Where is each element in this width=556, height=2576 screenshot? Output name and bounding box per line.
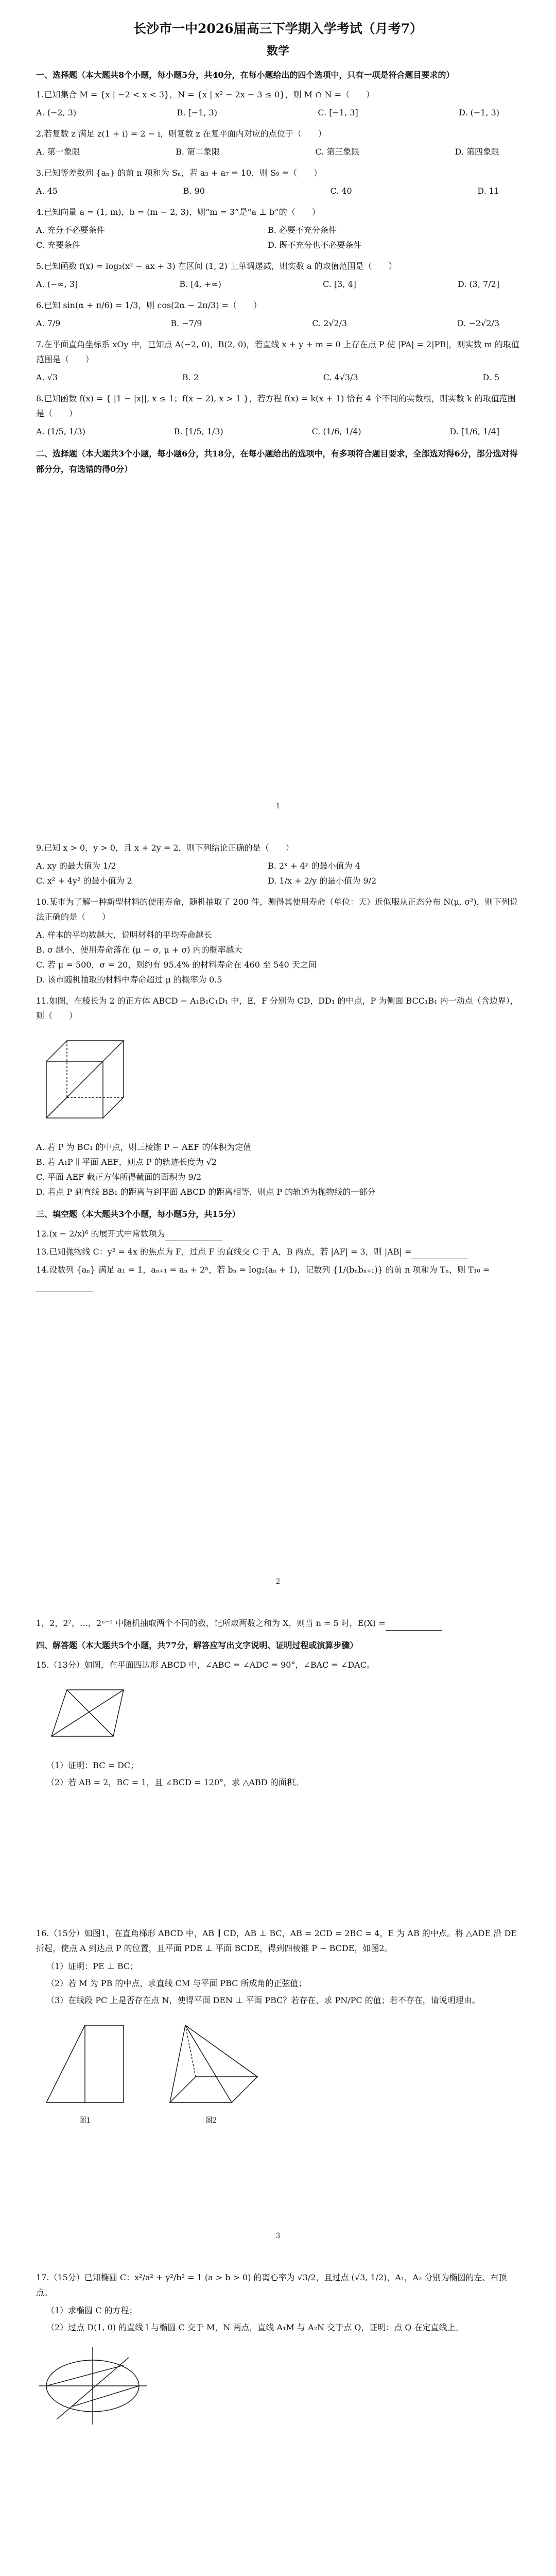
option: D. 该市随机抽取的材料中寿命超过 μ 的概率为 0.5 (36, 975, 222, 985)
question-18: 17.（15分）已知椭圆 C：x²/a² + y²/b² = 1 (a > b > 0) 的离心率为 √3/2，且过点 (√3, 1/2)，A₁，A₂ 分别为椭圆的左、右顶点。 (36, 2273, 507, 2297)
option: C. 平面 AEF 截正方体所得截面的面积为 9/2 (36, 1172, 202, 1182)
question-16-part-1: （1）证明：BC = DC； (46, 1760, 139, 1770)
trapezoid-figures (36, 2015, 520, 2125)
option: D. −2√2/3 (457, 318, 499, 328)
option: D. 第四象限 (455, 147, 499, 157)
option: C. (1/6, 1/4) (311, 427, 361, 436)
question-17-part-1: （1）证明：PE ⊥ BC； (46, 1961, 138, 1971)
question-3-options (36, 183, 520, 198)
option: A. √3 (36, 372, 58, 382)
question-18-part-2: （2）过点 D(1, 0) 的直线 l 与椭圆 C 交于 M，N 两点，直线 A₁M 与 A₂N 交于点 Q，证明：点 Q 在定直线上。 (46, 2323, 464, 2332)
ellipse-diagram (36, 2342, 149, 2430)
option: B. 第二象限 (176, 147, 220, 157)
question-15-text: 1，2，2²，…，2ⁿ⁻¹ 中随机抽取两个不同的数，记所取两数之和为 X，则当 n = 5 时，E(X) = (36, 1618, 386, 1628)
question-14-text: 14.设数列 {aₙ} 满足 a₁ = 1，aₙ₊₁ = aₙ + 2ⁿ，若 bₙ = log₂(aₙ + 1)，记数列 {1/(bₙbₙ₊₁)} 的前 n 项和为 Tₙ，则 T₁₀ = (36, 1265, 490, 1275)
quadrilateral-diagram (36, 1680, 139, 1747)
question-1-options (36, 105, 520, 120)
option: B. [4, +∞) (179, 279, 221, 289)
option: B. [1/5, 1/3) (173, 427, 223, 436)
quadrilateral-figure (36, 1680, 520, 1749)
question-17-part-3: （3）在线段 PC 上是否存在点 N，使得平面 DEN ⊥ 平面 PBC？若存在，求 PN/PC 的值；若不存在，请说明理由。 (46, 1995, 480, 2005)
figure-2-caption: 图2 (205, 2116, 217, 2125)
option: D. 11 (477, 186, 499, 196)
section-4-heading: 四、解答题（本大题共5个小题，共77分，解答应写出文字说明、证明过程或演算步骤） (36, 1640, 358, 1650)
question-17-part-2: （2）若 M 为 PB 的中点，求直线 CM 与平面 PBC 所成角的正弦值； (46, 1978, 307, 1988)
option: C. x² + 4y² 的最小值为 2 (36, 876, 132, 886)
question-9: 9.已知 x > 0，y > 0，且 x + 2y = 2，则下列结论正确的是（ ） (36, 843, 294, 853)
option: B. σ 越小，使用寿命落在 (μ − σ, μ + σ) 内的概率越大 (36, 945, 242, 955)
section-3-heading: 三、填空题（本大题共3个小题，每小题5分，共15分） (36, 1209, 240, 1219)
question-3: 3.已知等差数列 {aₙ} 的前 n 项和为 Sₙ，若 a₃ + a₇ = 10，则 S₉ =（ ） (36, 168, 322, 178)
option: A. 样本的平均数越大，说明材料的平均寿命越长 (36, 930, 212, 940)
answer-space (36, 2441, 520, 2576)
option: A. (−2, 3) (36, 108, 77, 117)
cube-diagram (36, 1030, 129, 1128)
question-7-options (36, 370, 520, 385)
option: A. xy 的最大值为 1/2 (36, 861, 116, 871)
option: D. 既不充分也不必要条件 (268, 240, 362, 250)
answer-space (36, 1792, 520, 1926)
page-number: 3 (275, 2232, 281, 2240)
page-number: 2 (275, 1578, 281, 1586)
question-12 (36, 1226, 520, 1241)
option: A. 第一象限 (36, 147, 80, 157)
question-16: 15.（13分）如图，在平面四边形 ABCD 中，∠ABC = ∠ADC = 90°，∠BAC = ∠DAC。 (36, 1660, 375, 1670)
question-13 (36, 1244, 520, 1259)
cube-figure (36, 1030, 520, 1130)
option: B. 必要不充分条件 (268, 225, 337, 235)
option: D. (−1, 3) (459, 108, 499, 117)
question-6: 6.已知 sin(α + π/6) = 1/3，则 cos(2α − 2π/3) =（ ） (36, 300, 262, 310)
question-10: 10.某市为了解一种新型材料的使用寿命，随机抽取了 200 件，测得其使用寿命（单位：天）近似服从正态分布 N(μ, σ²)，则下列说法正确的是（ ） (36, 897, 518, 922)
option: C. 第三象限 (315, 147, 360, 157)
pyramid-diagram (154, 2015, 268, 2113)
question-16-part-2: （2）若 AB = 2，BC = 1，且 ∠BCD = 120°，求 △ABD 的面积。 (46, 1777, 303, 1787)
question-5: 5.已知函数 f(x) = log₂(x² − ax + 3) 在区间 (1, 2) 上单调递减，则实数 a 的取值范围是（ ） (36, 261, 397, 271)
option: C. 若 μ = 500，σ = 20，则约有 95.4% 的材料寿命在 460 至 540 天之间 (36, 960, 317, 970)
question-4-options (36, 223, 520, 252)
option: D. 1/x + 2/y 的最小值为 9/2 (268, 876, 377, 886)
question-7: 7.在平面直角坐标系 xOy 中，已知点 A(−2, 0)，B(2, 0)，若直线 x + y + m = 0 上存在点 P 使 |PA| = 2|PB|，则实数 m 的取值范围是（ ） (36, 340, 519, 364)
option: A. (1/5, 1/3) (36, 427, 85, 436)
question-5-options (36, 277, 520, 292)
question-11-options (36, 1140, 520, 1199)
answer-blank (165, 1231, 222, 1241)
option: B. −7/9 (170, 318, 202, 328)
section-1-heading: 一、选择题（本大题共8个小题，每小题5分，共40分，在每小题给出的四个选项中，只有一项是符合题目要求的） (36, 70, 455, 80)
option: C. 40 (330, 186, 352, 196)
option: D. (3, 7/2] (457, 279, 499, 289)
question-1: 1.已知集合 M = {x | −2 < x < 3}，N = {x | x² − 2x − 3 ≤ 0}，则 M ∩ N =（ ） (36, 90, 375, 99)
question-2-options (36, 144, 520, 159)
exam-title: 长沙市一中2026届高三下学期入学考试（月考7） (133, 21, 423, 36)
question-11: 11.如图，在棱长为 2 的正方体 ABCD − A₁B₁C₁D₁ 中，E，F 分别为 CD，DD₁ 的中点，P 为侧面 BCC₁B₁ 内一动点（含边界），则（ ） (36, 996, 518, 1021)
ellipse-figure (36, 2342, 520, 2432)
page-number: 1 (275, 802, 281, 810)
option: B. 2ˣ + 4ʸ 的最小值为 4 (268, 861, 360, 871)
option: D. 5 (482, 372, 499, 382)
option: C. 2√2/3 (312, 318, 348, 328)
trapezoid-diagram (36, 2015, 134, 2113)
question-8: 8.已知函数 f(x) = { |1 − |x||, x ≤ 1；f(x − 2), x > 1 }，若方程 f(x) = k(x + 1) 恰有 4 个不同的实数根，则实数 k 的取值范围是（ ） (36, 394, 516, 418)
option: B. [−1, 3) (177, 108, 217, 117)
option: A. (−∞, 3] (36, 279, 78, 289)
option: B. 2 (182, 372, 199, 382)
answer-blank (36, 1282, 93, 1292)
question-10-options (36, 927, 520, 987)
question-15 (36, 1616, 520, 1631)
question-4: 4.已知向量 a = (1, m)，b = (m − 2, 3)，则“m = 3”是“a ⊥ b”的（ ） (36, 207, 320, 217)
option: C. [−1, 3] (318, 108, 358, 117)
figure-2 (154, 2015, 268, 2125)
question-17: 16.（15分）如图1，在直角梯形 ABCD 中，AB ∥ CD，AB ⊥ BC，AB = 2CD = 2BC = 4，E 为 AB 的中点。将 △ADE 沿 DE 折起，使点 A 到达点 P 的位置，且平面 PDE ⊥ 平面 BCDE，得到四棱锥 P − BCDE，如图2。 (36, 1928, 517, 1953)
option: D. 若点 P 到直线 BB₁ 的距离与到平面 ABCD 的距离相等，则点 P 的轨迹为抛物线的一部分 (36, 1187, 376, 1197)
option: D. [1/6, 1/4] (449, 427, 499, 436)
question-8-options (36, 424, 520, 439)
option: A. 若 P 为 BC₁ 的中点，则三棱锥 P − AEF 的体积为定值 (36, 1142, 252, 1152)
figure-1 (36, 2015, 134, 2125)
option: B. 若 A₁P ∥ 平面 AEF，则点 P 的轨迹长度为 √2 (36, 1157, 217, 1167)
option: A. 45 (36, 186, 58, 196)
option: B. 90 (183, 186, 205, 196)
option: A. 7/9 (36, 318, 61, 328)
question-9-options (36, 858, 520, 888)
page-4 (0, 2251, 556, 2576)
option: C. [3, 4] (323, 279, 356, 289)
option: C. 4√3/3 (323, 372, 358, 382)
question-14 (36, 1262, 520, 1292)
question-12-text: 12.(x − 2/x)⁶ 的展开式中常数项为 (36, 1229, 165, 1239)
option: C. 充要条件 (36, 240, 80, 250)
question-18-part-1: （1）求椭圆 C 的方程； (46, 2306, 137, 2315)
page-2 (0, 822, 556, 1597)
question-13-text: 13.已知抛物线 C：y² = 4x 的焦点为 F，过点 F 的直线交 C 于 A，B 两点，若 |AF| = 3，则 |AB| = (36, 1247, 412, 1257)
answer-blank (386, 1621, 442, 1631)
answer-blank (411, 1249, 468, 1259)
page-1 (0, 0, 556, 822)
question-6-options (36, 316, 520, 331)
question-2: 2.若复数 z 满足 z(1 + i) = 2 − i，则复数 z 在复平面内对应的点位于（ ） (36, 129, 326, 139)
page-3 (0, 1597, 556, 2251)
figure-1-caption: 图1 (79, 2116, 91, 2125)
exam-subject: 数学 (266, 44, 289, 58)
option: A. 充分不必要条件 (36, 225, 105, 235)
section-2-heading: 二、选择题（本大题共3个小题，每小题6分，共18分，在每小题给出的选项中，有多项符合题目要求，全部选对得6分，部分选对得部分分，有选错的得0分） (36, 449, 518, 474)
